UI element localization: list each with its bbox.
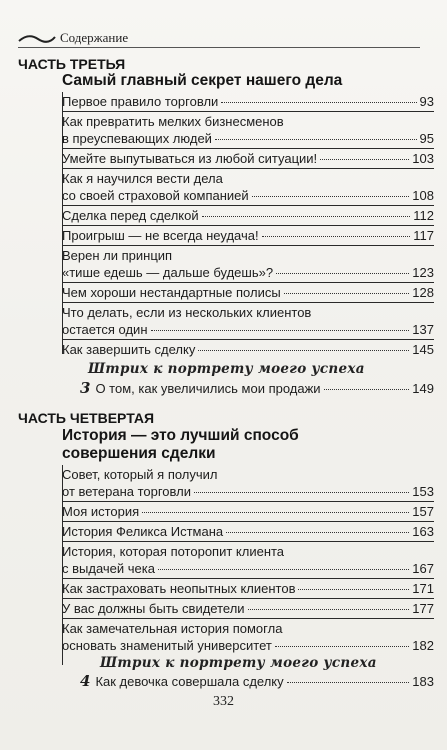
toc-entry-row xyxy=(62,130,434,147)
toc-entry-row xyxy=(62,637,434,654)
toc-entry-page: 117 xyxy=(413,228,434,243)
toc-entry-title-line: Умейте выпутываться из любой ситуации! xyxy=(62,151,318,166)
header-title: Содержание xyxy=(60,30,129,45)
toc-entry-row xyxy=(62,600,434,617)
toc-entry-title-line: У вас должны быть свидетели xyxy=(62,601,245,616)
part4-contents xyxy=(62,465,434,655)
story-title: Как девочка совершала сделку xyxy=(95,674,284,689)
part3-label: ЧАСТЬ ТРЕТЬЯ xyxy=(18,56,126,72)
toc-entry[interactable] xyxy=(62,205,434,225)
toc-entry-page: 157 xyxy=(412,504,434,519)
toc-entry[interactable] xyxy=(62,111,434,148)
toc-entry[interactable] xyxy=(62,92,434,111)
toc-entry-title-line: «тише едешь — дальше будешь»? xyxy=(62,265,274,280)
toc-entry-row xyxy=(62,150,434,167)
dot-leader xyxy=(202,216,411,217)
toc-entry-page: 177 xyxy=(412,601,434,616)
toc-entry[interactable] xyxy=(62,521,434,541)
toc-entry-page: 137 xyxy=(412,322,434,337)
toc-entry-title-line: основать знаменитый университет xyxy=(62,638,272,653)
toc-entry-page: 128 xyxy=(412,285,434,300)
toc-entry-title-line: в преуспевающих людей xyxy=(62,131,212,146)
toc-entry-title-line: Проигрыш — не всегда неудача! xyxy=(62,228,259,243)
dot-leader xyxy=(248,609,410,610)
toc-entry-page: 123 xyxy=(412,265,434,280)
toc-entry-row xyxy=(62,321,434,338)
toc-entry[interactable] xyxy=(62,465,434,501)
toc-entry-title-line: Как превратить мелких бизнесменов xyxy=(62,114,284,129)
part3-title: Самый главный секрет нашего дела xyxy=(62,72,343,89)
toc-entry[interactable] xyxy=(62,302,434,339)
story-number: 4 xyxy=(80,672,91,690)
header-rule xyxy=(18,47,420,48)
dot-leader xyxy=(151,330,410,331)
toc-entry-title-line: Что делать, если из нескольких клиентов xyxy=(62,305,312,320)
dot-leader xyxy=(194,492,409,493)
dot-leader xyxy=(252,196,410,197)
toc-entry-row xyxy=(62,560,434,577)
toc-entry-page: 95 xyxy=(419,131,434,146)
toc-entry-page: 112 xyxy=(413,208,434,223)
toc-entry-row xyxy=(62,207,434,224)
dot-leader xyxy=(320,159,409,160)
part3-story-entry[interactable] xyxy=(80,380,434,397)
dot-leader xyxy=(158,569,409,570)
story-title: О том, как увеличились мои продажи xyxy=(95,381,321,396)
page-number: 332 xyxy=(213,694,234,709)
toc-entry[interactable] xyxy=(62,578,434,598)
part4-title xyxy=(62,427,422,463)
toc-entry-title-line: Как застраховать неопытных клиентов xyxy=(62,581,296,596)
toc-entry-page: 167 xyxy=(412,561,434,576)
toc-entry-row xyxy=(62,93,434,110)
toc-entry[interactable] xyxy=(62,618,434,655)
toc-entry-title-line: Как я научился вести дела xyxy=(62,171,223,186)
toc-entry[interactable] xyxy=(62,148,434,168)
toc-entry-row xyxy=(62,341,434,358)
toc-entry-row xyxy=(62,483,434,500)
toc-entry-title-line: Как замечательная история помогла xyxy=(62,621,283,636)
part4-title-line-2: совершения сделки xyxy=(62,445,216,462)
part3-stroke-title: Штрих к портрету моего успеха xyxy=(88,361,365,377)
part3-contents xyxy=(62,92,434,359)
toc-entry-page: 171 xyxy=(412,581,434,596)
toc-entry-page: 108 xyxy=(412,188,434,203)
toc-entry-title-line: Чем хороши нестандартные полисы xyxy=(62,285,281,300)
toc-entry-title-line: История, которая поторопит клиента xyxy=(62,544,285,559)
toc-entry-title-line: Верен ли принцип xyxy=(62,248,173,263)
part4-label: ЧАСТЬ ЧЕТВЕРТАЯ xyxy=(18,410,155,426)
toc-entry-row xyxy=(62,284,434,301)
toc-entry-title-line: Совет, который я получил xyxy=(62,467,218,482)
toc-entry-title-line: История Феликса Истмана xyxy=(62,524,224,539)
toc-entry-title-line: Как завершить сделку xyxy=(62,342,196,357)
toc-entry-title-line: Моя история xyxy=(62,504,140,519)
dot-leader xyxy=(215,139,417,140)
toc-entry-title-line: от ветерана торговли xyxy=(62,484,191,499)
dot-leader xyxy=(298,589,409,590)
toc-entry[interactable] xyxy=(62,598,434,618)
dot-leader xyxy=(198,350,409,351)
toc-entry-title-line: Первое правило торговли xyxy=(62,94,219,109)
story-page: 149 xyxy=(412,381,434,396)
part4-title-line-1: История — это лучший способ xyxy=(62,427,299,444)
toc-entry[interactable] xyxy=(62,541,434,578)
dot-leader xyxy=(287,682,410,683)
dot-leader xyxy=(276,273,409,274)
dot-leader xyxy=(275,646,409,647)
dot-leader xyxy=(284,293,410,294)
story-page: 183 xyxy=(412,674,434,689)
toc-entry-page: 145 xyxy=(412,342,434,357)
toc-entry-row xyxy=(62,503,434,520)
toc-entry[interactable] xyxy=(62,225,434,245)
toc-entry-row xyxy=(62,523,434,540)
toc-entry-row xyxy=(62,187,434,204)
dot-leader xyxy=(142,512,409,513)
toc-entry[interactable] xyxy=(62,501,434,521)
toc-entry-row xyxy=(62,264,434,281)
swoosh-ornament-icon xyxy=(18,34,56,44)
running-header xyxy=(18,30,420,50)
toc-entry-title-line: со своей страховой компанией xyxy=(62,188,249,203)
dot-leader xyxy=(221,102,416,103)
toc-entry-title-line: Сделка перед сделкой xyxy=(62,208,199,223)
toc-entry-title-line: остается один xyxy=(62,322,148,337)
toc-entry[interactable] xyxy=(62,282,434,302)
toc-entry-page: 163 xyxy=(412,524,434,539)
toc-entry-page: 93 xyxy=(419,94,434,109)
toc-entry-page: 103 xyxy=(412,151,434,166)
part4-stroke-title: Штрих к портрету моего успеха xyxy=(100,655,377,671)
toc-entry[interactable] xyxy=(62,168,434,205)
part4-story-entry[interactable] xyxy=(80,673,434,690)
toc-entry-row xyxy=(62,227,434,244)
toc-entry-title-line: с выдачей чека xyxy=(62,561,155,576)
toc-entry-page: 182 xyxy=(412,638,434,653)
toc-entry[interactable] xyxy=(62,245,434,282)
dot-leader xyxy=(262,236,411,237)
toc-entry-page: 153 xyxy=(412,484,434,499)
story-number: 3 xyxy=(80,379,91,397)
dot-leader xyxy=(324,389,410,390)
toc-entry-row xyxy=(62,580,434,597)
dot-leader xyxy=(226,532,409,533)
toc-entry[interactable] xyxy=(62,339,434,359)
